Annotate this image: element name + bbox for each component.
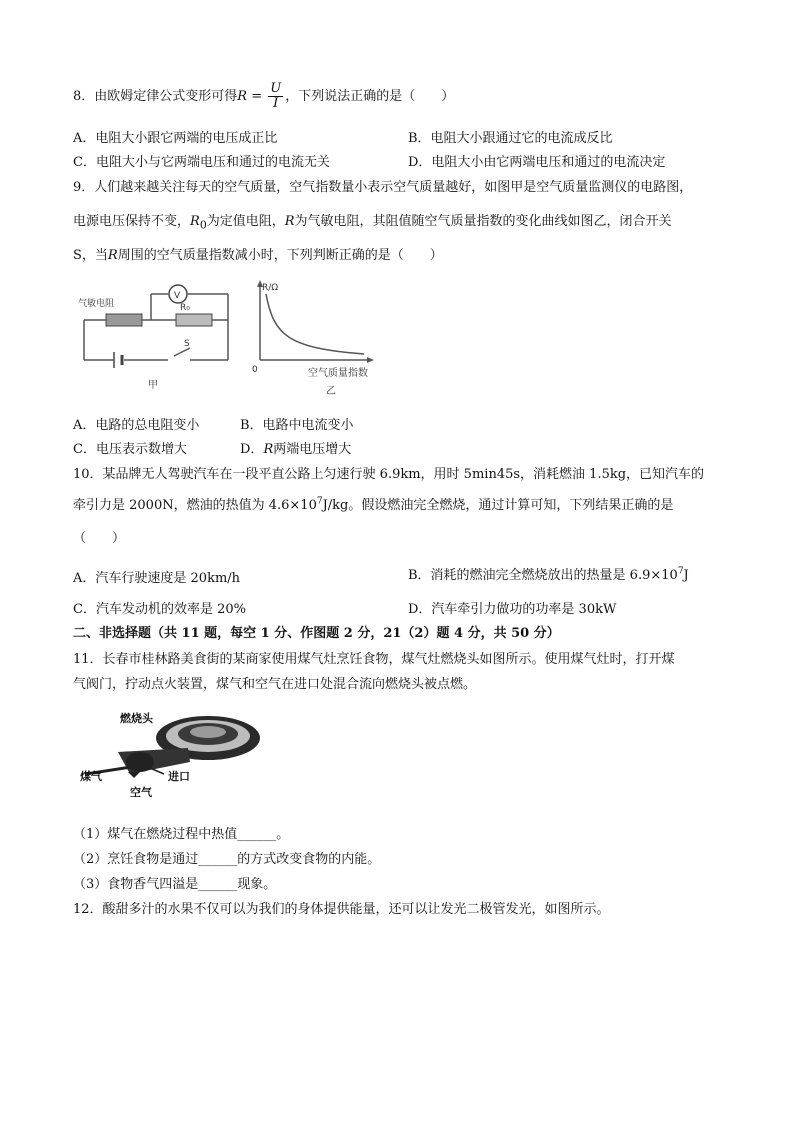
gas-sensor-resistor xyxy=(106,314,142,326)
inlet-pointer xyxy=(150,768,164,774)
q8-stem: 8．由欧姆定律公式变形可得R = $\frac{U}{I}$ ，下列说法正确的是（ ） xyxy=(73,81,455,111)
q11-burner-figure xyxy=(78,708,278,804)
q11-sub3: （3）食物香气四溢是______现象。 xyxy=(73,877,277,892)
q10-line1: 10．某品牌无人驾驶汽车在一段平直公路上匀速行驶 6.9km，用时 5min45s，消耗燃油 1.5kg，已知汽车的 xyxy=(73,467,705,482)
q9-fig-sensor-label: 气敏电阻 xyxy=(78,299,115,309)
q11-line2: 气阀门，拧动点火装置，煤气和空气在进口处混合流向燃烧头被点燃。 xyxy=(73,677,477,692)
q8-option-d: D．电阻大小由它两端电压和通过的电流决定 xyxy=(408,155,666,170)
q9-option-d: D．R两端电压增大 xyxy=(240,442,352,457)
q10-line3: （ ） xyxy=(73,531,126,546)
q10-option-b: B．消耗的燃油完全燃烧放出的热量是 $6.9\times 10^7J$ xyxy=(408,566,689,583)
air-arrow xyxy=(128,772,140,778)
q9-fig-switch-label: S xyxy=(184,339,190,349)
q10-option-d: D．汽车牵引力做功的功率是 30kW xyxy=(408,602,617,617)
q9-fig-x-label: 空气质量指数 xyxy=(308,368,368,379)
q9-fig-right-caption: 乙 xyxy=(326,386,336,397)
q9-fig-origin: 0 xyxy=(252,365,258,375)
q11-fig-burner-label: 燃烧头 xyxy=(120,712,153,725)
q9-option-c: C．电压表示数增大 xyxy=(73,442,187,457)
q8-option-c: C．电阻大小与它两端电压和通过的电流无关 xyxy=(73,155,330,170)
q11-fig-inlet-label: 进口 xyxy=(168,770,190,783)
x-axis-arrow xyxy=(367,357,374,363)
q10-option-a: A．汽车行驶速度是 20km/h xyxy=(73,571,241,586)
burner-center-highlight xyxy=(190,726,226,738)
q9-line3: S，当R周围的空气质量指数减小时，下列判断正确的是（ ） xyxy=(73,248,443,263)
q9-fig-y-label: R/Ω xyxy=(262,283,279,293)
q9-line2: 电源电压保持不变，$R_0$为定值电阻，R为气敏电阻，其阻值随空气质量指数的变化曲线如图乙，闭合开关 xyxy=(73,214,672,232)
q8-option-a: A．电阻大小跟它两端的电压成正比 xyxy=(73,131,278,146)
q11-sub2: （2）烹饪食物是通过______的方式改变食物的内能。 xyxy=(73,852,381,867)
q11-fig-gas-label: 煤气 xyxy=(80,770,102,783)
q8-option-b: B．电阻大小跟通过它的电流成反比 xyxy=(408,131,613,146)
q11-sub1: （1）煤气在燃烧过程中热值______。 xyxy=(73,827,290,842)
section-2-title: 二、非选择题（共 11 题，每空 1 分、作图题 2 分，21（2）题 4 分，共 50 分） xyxy=(73,626,560,641)
q9-option-b: B．电路中电流变小 xyxy=(240,418,354,433)
q9-resistance-curve xyxy=(248,278,398,400)
q9-option-a: A．电路的总电阻变小 xyxy=(73,418,200,433)
q8-formula-fraction: $\frac{U}{I}$ xyxy=(270,81,282,111)
q12-line1: 12．酸甜多汁的水果不仅可以为我们的身体提供能量，还可以让发光二极管发光，如图所示。 xyxy=(73,902,610,917)
q9-fig-left-caption: 甲 xyxy=(148,380,158,391)
q9-circuit-diagram xyxy=(76,280,236,392)
q10-option-c: C．汽车发动机的效率是 20% xyxy=(73,602,246,617)
q11-line1: 11．长春市桂林路美食街的某商家使用煤气灶烹饪食物，煤气灶燃烧头如图所示。使用煤气灶时，打开煤 xyxy=(73,652,675,667)
q9-line1: 9．人们越来越关注每天的空气质量，空气指数量小表示空气质量越好，如图甲是空气质量监测仪的电路图， xyxy=(73,180,693,195)
q10-line2: 牵引力是 2000N，燃油的热值为 $4.6\times 10^7J/kg$。假设燃油完全燃烧，通过计算可知，下列结果正确的是 xyxy=(73,496,674,513)
q9-fig-meter-label: V xyxy=(174,291,181,301)
q11-fig-air-label: 空气 xyxy=(130,786,152,799)
r0-resistor xyxy=(176,314,212,326)
q9-fig-r0-label: R₀ xyxy=(180,303,190,313)
resistance-curve-line xyxy=(266,294,364,354)
q8-formula-lhs: R xyxy=(237,89,248,104)
burner-inlet-housing xyxy=(126,752,154,772)
